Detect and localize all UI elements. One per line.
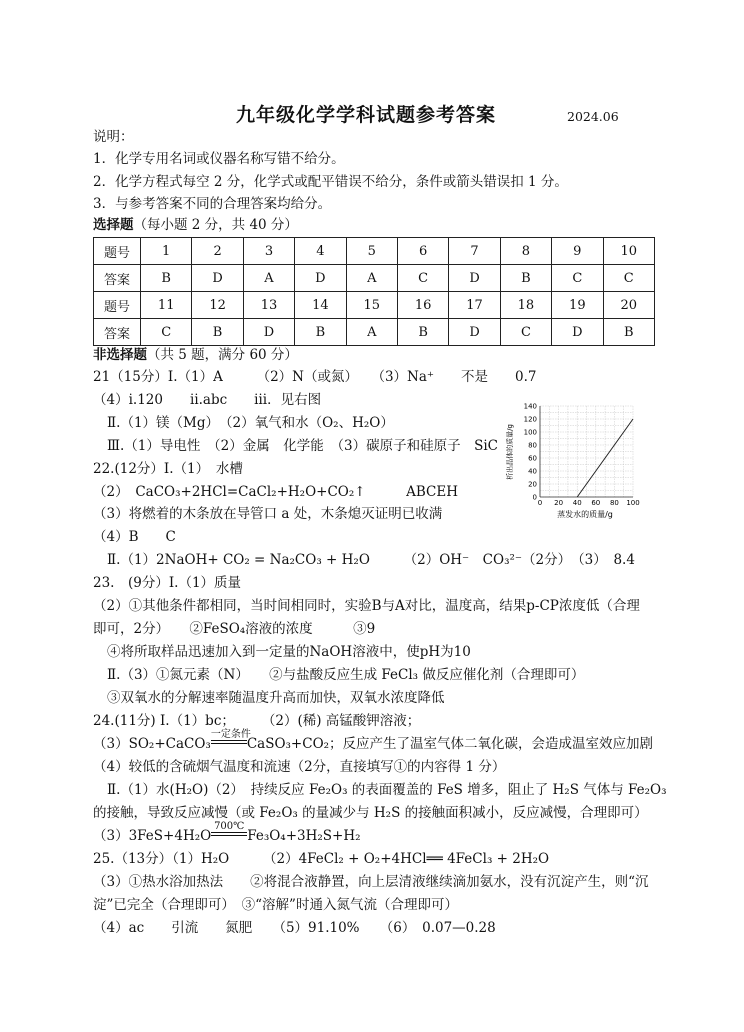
table-cell: D (552, 319, 603, 346)
q24-equation-right: CaSO₃+CO₂；反应产生了温室气体二氧化碳，会造成温室效应加剧 (246, 736, 654, 752)
chart-x-tick-label: 60 (591, 499, 601, 507)
q23-line: ④将所取样品迅速加入到一定量的NaOH溶液中，使pH为10 (107, 644, 471, 660)
reaction-arrow-line (211, 740, 247, 741)
table-cell: A (346, 319, 397, 346)
table-row (94, 319, 655, 346)
table-cell: D (243, 319, 294, 346)
table-cell: 11 (141, 292, 192, 319)
q24-line: 的接触，导致反应减慢（或 Fe₂O₃ 的量减少与 H₂S 的接触面积减小，反应减慢，合理即可） (93, 805, 648, 821)
chart-y-tick-label: 0 (532, 493, 537, 502)
table-row (94, 238, 655, 265)
answer-table (93, 237, 655, 346)
q24-equation2-right: Fe₃O₄+3H₂S+H₂ (247, 828, 361, 844)
chart-x-tick-label: 100 (626, 499, 640, 507)
q24-line: 24.(11分) Ⅰ.（1）bc； （2）(稀) 高锰酸钾溶液； (93, 713, 421, 729)
crystal-chart (505, 400, 640, 520)
q22-line: （3）将燃着的木条放在导管口 a 处，木条熄灭证明已收满 (93, 506, 443, 522)
q22-line: Ⅱ.（1）2NaOH+ CO₂ = Na₂CO₃ + H₂O （2）OH⁻ CO₃²⁻（2分） （3） 8.4 (107, 552, 635, 568)
note-item: 1．化学专用名词或仪器名称写错不给分。 (93, 151, 345, 167)
note-item: 2．化学方程式每空 2 分，化学式或配平错误不给分，条件或箭头错误扣 1 分。 (93, 174, 568, 190)
choice-heading-note: （每小题 2 分，共 40 分） (133, 217, 298, 233)
reaction-arrow-line (211, 835, 247, 836)
table-cell: 3 (243, 238, 294, 265)
table-cell: C (603, 265, 654, 292)
notes-heading: 说明： (93, 129, 134, 145)
chart-y-tick-label: 140 (523, 402, 537, 411)
q24-line (93, 821, 361, 846)
table-cell: D (192, 265, 243, 292)
table-cell: B (603, 319, 654, 346)
chart-x-tick-label: 40 (572, 499, 582, 507)
table-row (94, 265, 655, 292)
nonchoice-heading-label: 非选择题 (93, 347, 147, 363)
table-cell: 17 (449, 292, 500, 319)
chart-y-tick-label: 120 (523, 415, 537, 424)
table-cell: B (500, 265, 551, 292)
chart-x-tick-label: 80 (609, 499, 619, 507)
table-cell: 4 (295, 238, 346, 265)
table-cell: D (449, 319, 500, 346)
table-cell: 6 (397, 238, 448, 265)
q22-line: （2） CaCO₃+2HCl=CaCl₂+H₂O+CO₂↑ ABCEH (93, 484, 458, 500)
q21-line: Ⅲ.（1）导电性 （2）金属 化学能 （3）碳原子和硅原子 SiC (107, 438, 498, 454)
table-cell: D (295, 265, 346, 292)
chart-x-tick-label: 20 (554, 499, 564, 507)
chart-y-tick-label: 20 (528, 480, 537, 489)
table-cell: 19 (552, 292, 603, 319)
table-row-header: 答案 (94, 265, 141, 292)
q24-line: Ⅱ.（1）水(H₂O)（2） 持续反应 Fe₂O₃ 的表面覆盖的 FeS 增多，阻止了 H₂S 气体与 Fe₂O₃ (107, 782, 667, 798)
table-cell: 12 (192, 292, 243, 319)
choice-heading (93, 215, 298, 235)
table-cell: 7 (449, 238, 500, 265)
table-cell: 20 (603, 292, 654, 319)
table-cell: 15 (346, 292, 397, 319)
table-row (94, 292, 655, 319)
table-cell: 18 (500, 292, 551, 319)
nonchoice-heading-note: （共 5 题，满分 60 分） (147, 347, 298, 363)
table-cell: C (500, 319, 551, 346)
table-cell: B (192, 319, 243, 346)
table-row-header: 题号 (94, 292, 141, 319)
table-cell: B (397, 319, 448, 346)
table-cell: 16 (397, 292, 448, 319)
table-cell: C (141, 319, 192, 346)
q23-line: ③双氧水的分解速率随温度升高而加快，双氧水浓度降低 (107, 690, 445, 706)
nonchoice-heading (93, 345, 298, 365)
q23-line: （2）①其他条件都相同，当时间相同时，实验B与A对比，温度高，结果p-CP浓度低（合理 (93, 598, 640, 614)
table-row-header: 答案 (94, 319, 141, 346)
q24-equation2-left: （3）3FeS+4H₂O (93, 828, 212, 844)
q24-equation-left: （3）SO₂+CaCO₃ (93, 736, 211, 752)
table-cell: B (141, 265, 192, 292)
reaction-arrow-line (211, 743, 247, 744)
q25-line: （3）①热水浴加热法 ②将混合液静置，向上层清液继续滴加氨水，没有沉淀产生，则“沉 (93, 874, 649, 890)
table-row-header: 题号 (94, 238, 141, 265)
table-cell: 13 (243, 292, 294, 319)
q24-line (93, 729, 654, 754)
table-cell: 10 (603, 238, 654, 265)
chart-xlabel: 蒸发水的质量/g (557, 510, 613, 519)
q21-line: Ⅱ.（1）镁（Mg） （2）氧气和水（O₂、H₂O） (107, 415, 394, 431)
table-cell: 14 (295, 292, 346, 319)
q25-line: （4）ac 引流 氮肥 （5）91.10% （6） 0.07—0.28 (93, 920, 496, 936)
reaction-arrow-line (211, 832, 247, 833)
table-cell: 5 (346, 238, 397, 265)
table-cell: A (346, 265, 397, 292)
table-cell: D (449, 265, 500, 292)
q25-line: 淀”已完全（合理即可） ③“溶解”时通入氮气流（合理即可） (93, 897, 458, 913)
table-cell: 8 (500, 238, 551, 265)
q23-line: 即可，2分） ②FeSO₄溶液的浓度 ③9 (93, 621, 376, 637)
q21-line: 21（15分）Ⅰ.（1）A （2）N（或氮） （3）Na⁺ 不是 0.7 (93, 369, 537, 385)
chart-ylabel: 析出晶体的质量/g (506, 424, 514, 480)
table-cell: 2 (192, 238, 243, 265)
q25-line: 25.（13分）（1）H₂O （2）4FeCl₂ + O₂+4HCl══ 4FeCl₃ + 2H₂O (93, 851, 550, 867)
exam-date: 2024.06 (567, 109, 619, 124)
note-item: 3．与参考答案不同的合理答案均给分。 (93, 196, 332, 212)
chart-y-tick-label: 60 (528, 454, 537, 463)
q24-line: （4）较低的含硫烟气温度和流速（2分，直接填写①的内容得 1 分） (93, 759, 506, 775)
table-cell: C (397, 265, 448, 292)
chart-x-tick-label: 0 (537, 499, 543, 507)
reaction-condition-label: 700℃ (214, 821, 245, 832)
table-cell: A (243, 265, 294, 292)
reaction-condition-label: 一定条件 (210, 729, 251, 740)
q23-line: 23. (9分）Ⅰ.（1）质量 (93, 575, 242, 591)
chart-y-tick-label: 40 (528, 467, 537, 476)
chart-y-tick-label: 80 (528, 441, 537, 450)
table-cell: 1 (141, 238, 192, 265)
choice-heading-label: 选择题 (93, 217, 134, 233)
q21-line: （4）ⅰ.120 ⅱ.abc ⅲ．见右图 (93, 392, 322, 408)
q23-line: Ⅱ.（3）①氮元素（N） ②与盐酸反应生成 FeCl₃ 做反应催化剂（合理即可） (107, 667, 585, 683)
q22-line: 22.(12分）Ⅰ.（1） 水槽 (93, 461, 243, 477)
chart-y-tick-label: 100 (523, 428, 537, 437)
table-cell: C (552, 265, 603, 292)
table-cell: B (295, 319, 346, 346)
table-cell: 9 (552, 238, 603, 265)
page-title: 九年级化学学科试题参考答案 (236, 104, 497, 126)
q22-line: （4）B C (93, 529, 176, 545)
